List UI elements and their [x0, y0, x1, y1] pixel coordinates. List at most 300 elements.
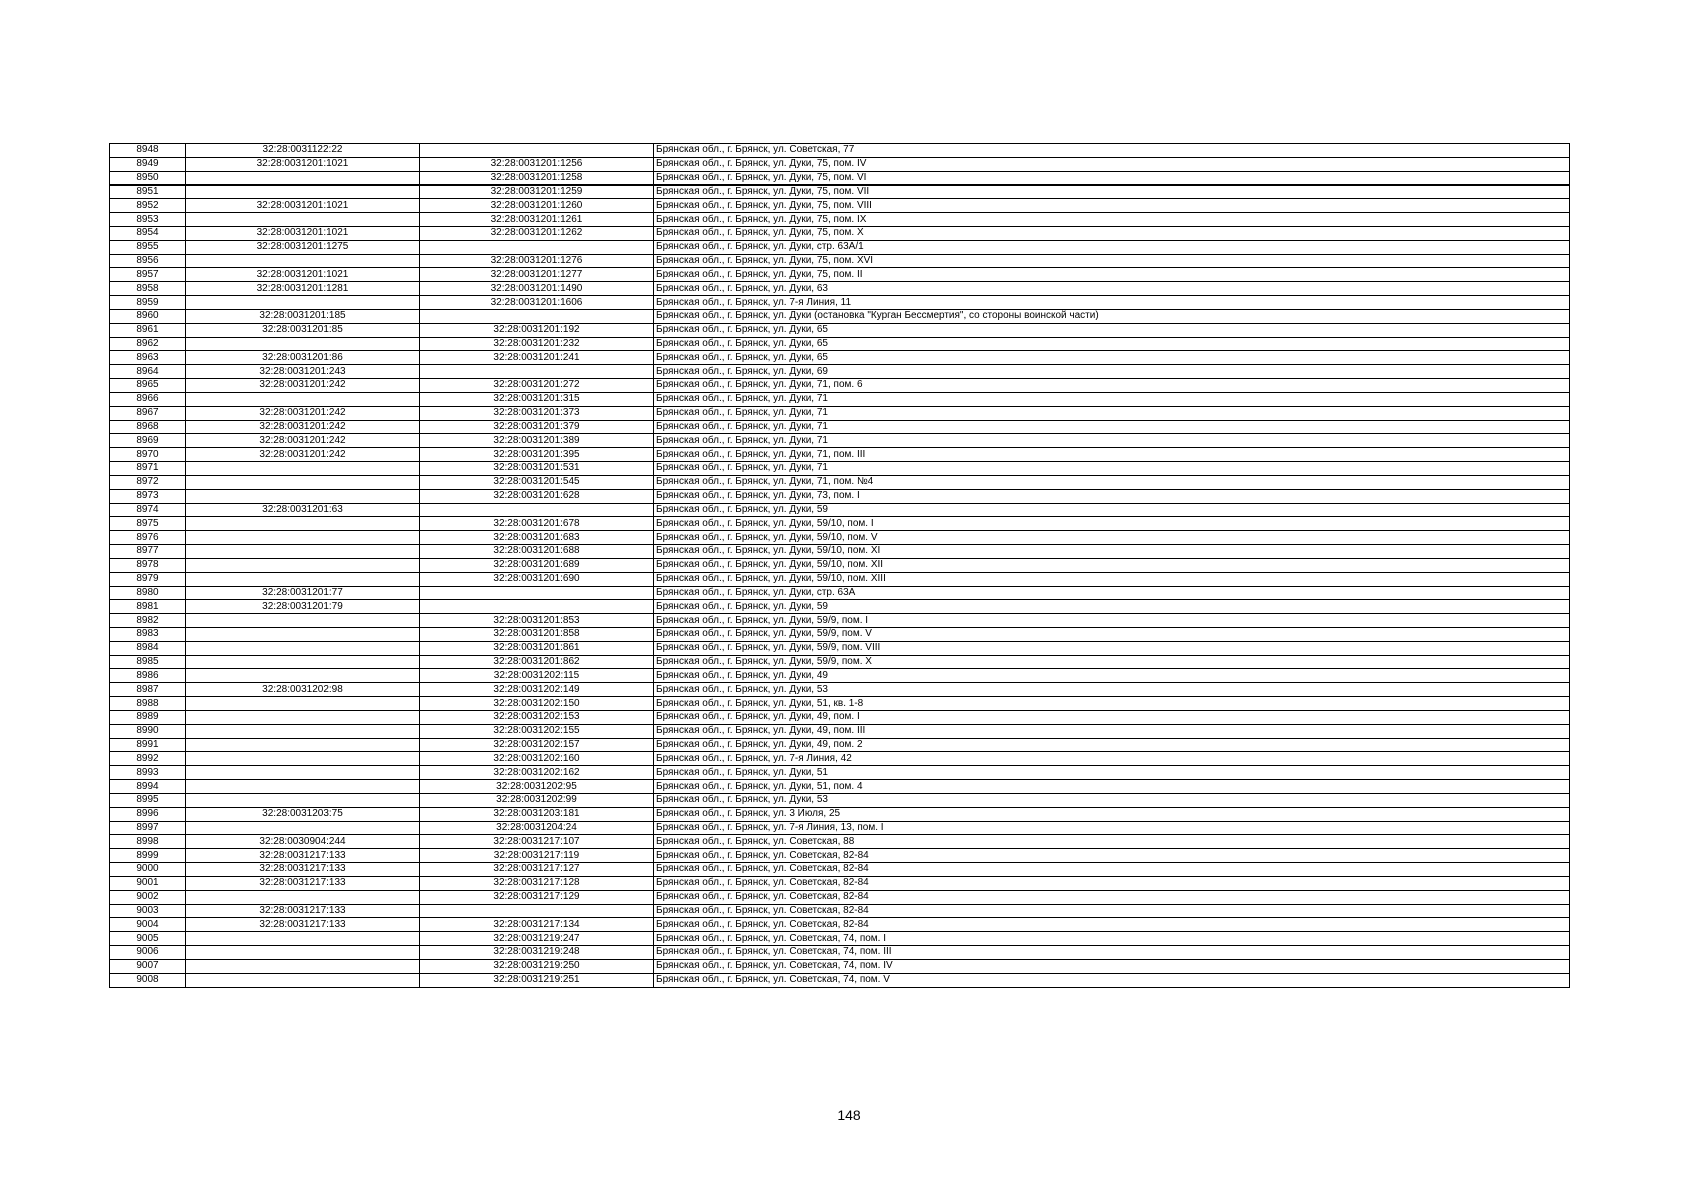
address-cell: Брянская обл., г. Брянск, ул. Дуки, 59/10, пом. XII	[654, 558, 1570, 572]
address-cell: Брянская обл., г. Брянск, ул. Дуки, 75, пом. X	[654, 226, 1570, 240]
parent-cadastral-cell	[186, 973, 420, 987]
cadastral-number-cell: 32:28:0031202:155	[420, 724, 654, 738]
row-number-cell: 8962	[110, 337, 186, 351]
address-cell: Брянская обл., г. Брянск, ул. Дуки, 75, пом. VIII	[654, 199, 1570, 213]
address-cell: Брянская обл., г. Брянск, ул. Дуки, 65	[654, 323, 1570, 337]
address-cell: Брянская обл., г. Брянск, ул. Дуки, 49	[654, 669, 1570, 683]
address-cell: Брянская обл., г. Брянск, ул. Дуки, стр. 63А	[654, 586, 1570, 600]
row-number-cell: 8985	[110, 655, 186, 669]
row-number-cell: 8971	[110, 462, 186, 476]
table-row	[110, 199, 1570, 213]
row-number-cell: 8959	[110, 296, 186, 310]
address-cell: Брянская обл., г. Брянск, ул. 7-я Линия, 42	[654, 752, 1570, 766]
address-cell: Брянская обл., г. Брянск, ул. Дуки, 51, пом. 4	[654, 780, 1570, 794]
address-cell: Брянская обл., г. Брянск, ул. Дуки, 59	[654, 503, 1570, 517]
parent-cadastral-cell	[186, 558, 420, 572]
address-cell: Брянская обл., г. Брянск, ул. Советская, 82-84	[654, 904, 1570, 918]
row-number-cell: 8970	[110, 448, 186, 462]
row-number-cell: 8955	[110, 240, 186, 254]
address-cell: Брянская обл., г. Брянск, ул. Советская, 82-84	[654, 863, 1570, 877]
table-row	[110, 558, 1570, 572]
cadastral-number-cell: 32:28:0031201:373	[420, 406, 654, 420]
table-row	[110, 766, 1570, 780]
table-row	[110, 821, 1570, 835]
address-cell: Брянская обл., г. Брянск, ул. Советская, 88	[654, 835, 1570, 849]
row-number-cell: 9000	[110, 863, 186, 877]
cadastral-number-cell: 32:28:0031217:127	[420, 863, 654, 877]
parent-cadastral-cell	[186, 641, 420, 655]
cadastral-number-cell: 32:28:0031219:250	[420, 959, 654, 973]
row-number-cell: 8988	[110, 697, 186, 711]
parent-cadastral-cell: 32:28:0031201:1275	[186, 240, 420, 254]
address-cell: Брянская обл., г. Брянск, ул. Дуки, 59	[654, 600, 1570, 614]
cadastral-number-cell: 32:28:0031201:192	[420, 323, 654, 337]
address-cell: Брянская обл., г. Брянск, ул. Дуки, 51, кв. 1-8	[654, 697, 1570, 711]
cadastral-number-cell: 32:28:0031201:1277	[420, 268, 654, 282]
table-row	[110, 572, 1570, 586]
parent-cadastral-cell: 32:28:0031217:133	[186, 876, 420, 890]
table-row	[110, 683, 1570, 697]
table-row	[110, 918, 1570, 932]
parent-cadastral-cell	[186, 572, 420, 586]
table-row	[110, 586, 1570, 600]
row-number-cell: 8969	[110, 434, 186, 448]
row-number-cell: 9008	[110, 973, 186, 987]
row-number-cell: 8980	[110, 586, 186, 600]
cadastral-number-cell: 32:28:0031217:119	[420, 849, 654, 863]
table-row	[110, 171, 1570, 185]
row-number-cell: 8949	[110, 157, 186, 171]
parent-cadastral-cell	[186, 545, 420, 559]
cadastral-number-cell: 32:28:0031201:531	[420, 462, 654, 476]
parent-cadastral-cell: 32:28:0031201:1021	[186, 226, 420, 240]
row-number-cell: 8960	[110, 309, 186, 323]
address-cell: Брянская обл., г. Брянск, ул. Советская, 82-84	[654, 918, 1570, 932]
address-cell: Брянская обл., г. Брянск, ул. Дуки, 75, пом. IV	[654, 157, 1570, 171]
row-number-cell: 8995	[110, 793, 186, 807]
address-cell: Брянская обл., г. Брянск, ул. Дуки, 51	[654, 766, 1570, 780]
cadastral-number-cell: 32:28:0031201:853	[420, 614, 654, 628]
table-row	[110, 434, 1570, 448]
cadastral-number-cell: 32:28:0031217:128	[420, 876, 654, 890]
cadastral-number-cell: 32:28:0031201:379	[420, 420, 654, 434]
parent-cadastral-cell: 32:28:0031201:1021	[186, 268, 420, 282]
row-number-cell: 8967	[110, 406, 186, 420]
row-number-cell: 8981	[110, 600, 186, 614]
cadastral-number-cell	[420, 904, 654, 918]
parent-cadastral-cell: 32:28:0031201:242	[186, 420, 420, 434]
address-cell: Брянская обл., г. Брянск, ул. 7-я Линия, 11	[654, 296, 1570, 310]
cadastral-number-cell: 32:28:0031217:107	[420, 835, 654, 849]
cadastral-number-cell	[420, 586, 654, 600]
parent-cadastral-cell	[186, 655, 420, 669]
parent-cadastral-cell: 32:28:0031217:133	[186, 863, 420, 877]
table-row	[110, 641, 1570, 655]
cadastral-number-cell	[420, 600, 654, 614]
cadastral-number-cell: 32:28:0031201:858	[420, 627, 654, 641]
cadastral-number-cell	[420, 309, 654, 323]
parent-cadastral-cell: 32:28:0031201:86	[186, 351, 420, 365]
address-cell: Брянская обл., г. Брянск, ул. Дуки, 75, пом. VI	[654, 171, 1570, 185]
cadastral-number-cell: 32:28:0031201:861	[420, 641, 654, 655]
parent-cadastral-cell	[186, 697, 420, 711]
row-number-cell: 8986	[110, 669, 186, 683]
parent-cadastral-cell: 32:28:0031202:98	[186, 683, 420, 697]
row-number-cell: 8987	[110, 683, 186, 697]
parent-cadastral-cell: 32:28:0030904:244	[186, 835, 420, 849]
row-number-cell: 8961	[110, 323, 186, 337]
row-number-cell: 8979	[110, 572, 186, 586]
page-number: 148	[837, 1107, 861, 1123]
parent-cadastral-cell	[186, 392, 420, 406]
cadastral-number-cell: 32:28:0031201:862	[420, 655, 654, 669]
address-cell: Брянская обл., г. Брянск, ул. 3 Июля, 25	[654, 807, 1570, 821]
cadastral-number-cell: 32:28:0031219:248	[420, 946, 654, 960]
parent-cadastral-cell	[186, 738, 420, 752]
cadastral-number-cell: 32:28:0031201:1490	[420, 282, 654, 296]
parent-cadastral-cell	[186, 489, 420, 503]
table-row	[110, 282, 1570, 296]
address-cell: Брянская обл., г. Брянск, ул. Дуки, 59/9, пом. V	[654, 627, 1570, 641]
table-row	[110, 876, 1570, 890]
address-cell: Брянская обл., г. Брянск, ул. Советская, 74, пом. V	[654, 973, 1570, 987]
table-row	[110, 309, 1570, 323]
address-cell: Брянская обл., г. Брянск, ул. Дуки, 71, пом. III	[654, 448, 1570, 462]
table-row	[110, 185, 1570, 199]
address-cell: Брянская обл., г. Брянск, ул. Дуки, 71, пом. 6	[654, 379, 1570, 393]
parent-cadastral-cell: 32:28:0031201:242	[186, 379, 420, 393]
table-row	[110, 545, 1570, 559]
address-cell: Брянская обл., г. Брянск, ул. Дуки, 75, пом. IX	[654, 213, 1570, 227]
row-number-cell: 9007	[110, 959, 186, 973]
table-row	[110, 780, 1570, 794]
parent-cadastral-cell	[186, 627, 420, 641]
row-number-cell: 8972	[110, 475, 186, 489]
parent-cadastral-cell	[186, 185, 420, 199]
cadastral-number-cell: 32:28:0031217:129	[420, 890, 654, 904]
cadastral-number-cell: 32:28:0031201:1276	[420, 254, 654, 268]
address-cell: Брянская обл., г. Брянск, ул. Дуки, 65	[654, 351, 1570, 365]
parent-cadastral-cell	[186, 296, 420, 310]
parent-cadastral-cell: 32:28:0031122:22	[186, 144, 420, 158]
address-cell: Брянская обл., г. Брянск, ул. Дуки, 71	[654, 392, 1570, 406]
address-cell: Брянская обл., г. Брянск, ул. Дуки, 49, пом. 2	[654, 738, 1570, 752]
table-row	[110, 503, 1570, 517]
address-cell: Брянская обл., г. Брянск, ул. Дуки, 69	[654, 365, 1570, 379]
row-number-cell: 8984	[110, 641, 186, 655]
row-number-cell: 8956	[110, 254, 186, 268]
table-row	[110, 254, 1570, 268]
cadastral-number-cell: 32:28:0031202:115	[420, 669, 654, 683]
row-number-cell: 8993	[110, 766, 186, 780]
cadastral-number-cell: 32:28:0031201:1259	[420, 185, 654, 199]
parent-cadastral-cell	[186, 517, 420, 531]
cadastral-number-cell: 32:28:0031201:241	[420, 351, 654, 365]
cadastral-number-cell	[420, 240, 654, 254]
cadastral-number-cell: 32:28:0031201:315	[420, 392, 654, 406]
table-row	[110, 517, 1570, 531]
parent-cadastral-cell	[186, 213, 420, 227]
table-row	[110, 697, 1570, 711]
cadastral-number-cell: 32:28:0031201:1256	[420, 157, 654, 171]
parent-cadastral-cell	[186, 475, 420, 489]
cadastral-number-cell: 32:28:0031201:389	[420, 434, 654, 448]
address-cell: Брянская обл., г. Брянск, ул. Дуки, 71	[654, 420, 1570, 434]
table-row	[110, 213, 1570, 227]
address-cell: Брянская обл., г. Брянск, ул. Советская, 77	[654, 144, 1570, 158]
parent-cadastral-cell: 32:28:0031201:85	[186, 323, 420, 337]
row-number-cell: 8991	[110, 738, 186, 752]
cadastral-number-cell: 32:28:0031219:251	[420, 973, 654, 987]
cadastral-number-cell: 32:28:0031217:134	[420, 918, 654, 932]
row-number-cell: 8992	[110, 752, 186, 766]
parent-cadastral-cell: 32:28:0031201:77	[186, 586, 420, 600]
address-cell: Брянская обл., г. Брянск, ул. Дуки, 71	[654, 462, 1570, 476]
cadastral-number-cell: 32:28:0031202:150	[420, 697, 654, 711]
row-number-cell: 8997	[110, 821, 186, 835]
address-cell: Брянская обл., г. Брянск, ул. Дуки, 75, пом. XVI	[654, 254, 1570, 268]
cadastral-number-cell: 32:28:0031201:395	[420, 448, 654, 462]
row-number-cell: 8950	[110, 171, 186, 185]
table-row	[110, 144, 1570, 158]
address-cell: Брянская обл., г. Брянск, ул. Дуки, 59/9, пом. VIII	[654, 641, 1570, 655]
parent-cadastral-cell	[186, 531, 420, 545]
parent-cadastral-cell: 32:28:0031217:133	[186, 904, 420, 918]
cadastral-number-cell: 32:28:0031204:24	[420, 821, 654, 835]
table-row	[110, 904, 1570, 918]
cadastral-number-cell: 32:28:0031201:545	[420, 475, 654, 489]
cadastral-number-cell: 32:28:0031201:689	[420, 558, 654, 572]
table-row	[110, 849, 1570, 863]
row-number-cell: 8996	[110, 807, 186, 821]
parent-cadastral-cell	[186, 337, 420, 351]
address-cell: Брянская обл., г. Брянск, ул. Дуки, 63	[654, 282, 1570, 296]
parent-cadastral-cell	[186, 766, 420, 780]
parent-cadastral-cell: 32:28:0031201:1021	[186, 157, 420, 171]
cadastral-number-cell: 32:28:0031201:1261	[420, 213, 654, 227]
table-row	[110, 365, 1570, 379]
parent-cadastral-cell: 32:28:0031203:75	[186, 807, 420, 821]
row-number-cell: 8998	[110, 835, 186, 849]
table-row	[110, 890, 1570, 904]
address-cell: Брянская обл., г. Брянск, ул. Советская, 82-84	[654, 890, 1570, 904]
row-number-cell: 8989	[110, 710, 186, 724]
address-cell: Брянская обл., г. Брянск, ул. Дуки, 49, пом. I	[654, 710, 1570, 724]
cadastral-number-cell: 32:28:0031201:690	[420, 572, 654, 586]
parent-cadastral-cell: 32:28:0031201:185	[186, 309, 420, 323]
cadastral-number-cell: 32:28:0031201:628	[420, 489, 654, 503]
table-row	[110, 296, 1570, 310]
cadastral-number-cell: 32:28:0031202:99	[420, 793, 654, 807]
row-number-cell: 8963	[110, 351, 186, 365]
cadastral-number-cell: 32:28:0031201:688	[420, 545, 654, 559]
cadastral-number-cell: 32:28:0031202:160	[420, 752, 654, 766]
parent-cadastral-cell	[186, 946, 420, 960]
cadastral-number-cell: 32:28:0031202:149	[420, 683, 654, 697]
table-row	[110, 448, 1570, 462]
table-row	[110, 323, 1570, 337]
parent-cadastral-cell	[186, 462, 420, 476]
table-row	[110, 489, 1570, 503]
cadastral-number-cell: 32:28:0031201:1258	[420, 171, 654, 185]
parent-cadastral-cell: 32:28:0031201:1021	[186, 199, 420, 213]
row-number-cell: 8958	[110, 282, 186, 296]
row-number-cell: 8964	[110, 365, 186, 379]
table-row	[110, 240, 1570, 254]
address-cell: Брянская обл., г. Брянск, ул. Советская, 74, пом. III	[654, 946, 1570, 960]
cadastral-number-cell	[420, 503, 654, 517]
row-number-cell: 8978	[110, 558, 186, 572]
address-cell: Брянская обл., г. Брянск, ул. Советская, 74, пом. IV	[654, 959, 1570, 973]
address-cell: Брянская обл., г. Брянск, ул. Советская, 82-84	[654, 849, 1570, 863]
table-row	[110, 932, 1570, 946]
parent-cadastral-cell	[186, 614, 420, 628]
address-cell: Брянская обл., г. Брянск, ул. Дуки, 73, пом. I	[654, 489, 1570, 503]
address-cell: Брянская обл., г. Брянск, ул. Дуки, 59/10, пом. XIII	[654, 572, 1570, 586]
address-cell: Брянская обл., г. Брянск, ул. Дуки (остановка "Курган Бессмертия", со стороны воинской части)	[654, 309, 1570, 323]
cadastral-number-cell: 32:28:0031219:247	[420, 932, 654, 946]
row-number-cell: 9005	[110, 932, 186, 946]
parent-cadastral-cell: 32:28:0031217:133	[186, 918, 420, 932]
cadastral-number-cell: 32:28:0031202:157	[420, 738, 654, 752]
parent-cadastral-cell	[186, 959, 420, 973]
parent-cadastral-cell: 32:28:0031201:1281	[186, 282, 420, 296]
cadastral-number-cell	[420, 365, 654, 379]
row-number-cell: 8990	[110, 724, 186, 738]
address-cell: Брянская обл., г. Брянск, ул. Дуки, 75, пом. II	[654, 268, 1570, 282]
table-row	[110, 959, 1570, 973]
parent-cadastral-cell	[186, 724, 420, 738]
address-cell: Брянская обл., г. Брянск, ул. Дуки, 59/10, пом. XI	[654, 545, 1570, 559]
cadastral-number-cell: 32:28:0031202:95	[420, 780, 654, 794]
parent-cadastral-cell	[186, 669, 420, 683]
table-row	[110, 863, 1570, 877]
address-cell: Брянская обл., г. Брянск, ул. 7-я Линия, 13, пом. I	[654, 821, 1570, 835]
parent-cadastral-cell	[186, 780, 420, 794]
parent-cadastral-cell: 32:28:0031217:133	[186, 849, 420, 863]
table-row	[110, 946, 1570, 960]
row-number-cell: 8976	[110, 531, 186, 545]
row-number-cell: 8968	[110, 420, 186, 434]
parent-cadastral-cell: 32:28:0031201:242	[186, 448, 420, 462]
table-row	[110, 835, 1570, 849]
row-number-cell: 8975	[110, 517, 186, 531]
table-row	[110, 973, 1570, 987]
table-row	[110, 157, 1570, 171]
cadastral-number-cell: 32:28:0031202:153	[420, 710, 654, 724]
table-row	[110, 226, 1570, 240]
row-number-cell: 9002	[110, 890, 186, 904]
table-row	[110, 655, 1570, 669]
address-cell: Брянская обл., г. Брянск, ул. Дуки, 71	[654, 406, 1570, 420]
cadastral-number-cell: 32:28:0031201:232	[420, 337, 654, 351]
row-number-cell: 9004	[110, 918, 186, 932]
address-cell: Брянская обл., г. Брянск, ул. Советская, 74, пом. I	[654, 932, 1570, 946]
table-row	[110, 531, 1570, 545]
cadastral-number-cell: 32:28:0031201:272	[420, 379, 654, 393]
address-cell: Брянская обл., г. Брянск, ул. Дуки, 53	[654, 683, 1570, 697]
cadastral-number-cell: 32:28:0031201:1262	[420, 226, 654, 240]
address-cell: Брянская обл., г. Брянск, ул. Дуки, 59/10, пом. I	[654, 517, 1570, 531]
address-cell: Брянская обл., г. Брянск, ул. Дуки, 65	[654, 337, 1570, 351]
row-number-cell: 8953	[110, 213, 186, 227]
table-row	[110, 462, 1570, 476]
row-number-cell: 8952	[110, 199, 186, 213]
parent-cadastral-cell: 32:28:0031201:242	[186, 406, 420, 420]
table-row	[110, 738, 1570, 752]
row-number-cell: 8951	[110, 185, 186, 199]
cadastral-number-cell: 32:28:0031201:678	[420, 517, 654, 531]
parent-cadastral-cell	[186, 254, 420, 268]
cadastral-number-cell: 32:28:0031203:181	[420, 807, 654, 821]
cadastral-number-cell: 32:28:0031201:1606	[420, 296, 654, 310]
registry-table	[109, 143, 1570, 988]
row-number-cell: 8965	[110, 379, 186, 393]
address-cell: Брянская обл., г. Брянск, ул. Дуки, стр. 63А/1	[654, 240, 1570, 254]
table-row	[110, 406, 1570, 420]
address-cell: Брянская обл., г. Брянск, ул. Дуки, 59/9, пом. I	[654, 614, 1570, 628]
row-number-cell: 8999	[110, 849, 186, 863]
cadastral-number-cell: 32:28:0031201:1260	[420, 199, 654, 213]
table-row	[110, 807, 1570, 821]
table-row	[110, 379, 1570, 393]
table-row	[110, 337, 1570, 351]
table-row	[110, 600, 1570, 614]
parent-cadastral-cell	[186, 821, 420, 835]
cadastral-number-cell: 32:28:0031201:683	[420, 531, 654, 545]
table-row	[110, 392, 1570, 406]
row-number-cell: 8966	[110, 392, 186, 406]
row-number-cell: 8977	[110, 545, 186, 559]
address-cell: Брянская обл., г. Брянск, ул. Дуки, 71	[654, 434, 1570, 448]
table-row	[110, 268, 1570, 282]
parent-cadastral-cell	[186, 710, 420, 724]
table-row	[110, 793, 1570, 807]
row-number-cell: 9001	[110, 876, 186, 890]
address-cell: Брянская обл., г. Брянск, ул. Дуки, 53	[654, 793, 1570, 807]
parent-cadastral-cell: 32:28:0031201:243	[186, 365, 420, 379]
row-number-cell: 9003	[110, 904, 186, 918]
address-cell: Брянская обл., г. Брянск, ул. Дуки, 71, пом. №4	[654, 475, 1570, 489]
address-cell: Брянская обл., г. Брянск, ул. Дуки, 75, пом. VII	[654, 185, 1570, 199]
table-row	[110, 614, 1570, 628]
table-row	[110, 752, 1570, 766]
row-number-cell: 8983	[110, 627, 186, 641]
table-row	[110, 420, 1570, 434]
parent-cadastral-cell	[186, 752, 420, 766]
row-number-cell: 8982	[110, 614, 186, 628]
address-cell: Брянская обл., г. Брянск, ул. Дуки, 59/9, пом. X	[654, 655, 1570, 669]
table-row	[110, 669, 1570, 683]
parent-cadastral-cell	[186, 793, 420, 807]
address-cell: Брянская обл., г. Брянск, ул. Дуки, 49, пом. III	[654, 724, 1570, 738]
parent-cadastral-cell: 32:28:0031201:63	[186, 503, 420, 517]
row-number-cell: 8994	[110, 780, 186, 794]
cadastral-number-cell	[420, 144, 654, 158]
address-cell: Брянская обл., г. Брянск, ул. Дуки, 59/10, пом. V	[654, 531, 1570, 545]
parent-cadastral-cell: 32:28:0031201:79	[186, 600, 420, 614]
table-row	[110, 724, 1570, 738]
row-number-cell: 8954	[110, 226, 186, 240]
row-number-cell: 8973	[110, 489, 186, 503]
row-number-cell: 8974	[110, 503, 186, 517]
table-row	[110, 475, 1570, 489]
row-number-cell: 8957	[110, 268, 186, 282]
row-number-cell: 8948	[110, 144, 186, 158]
parent-cadastral-cell	[186, 890, 420, 904]
table-row	[110, 627, 1570, 641]
cadastral-number-cell: 32:28:0031202:162	[420, 766, 654, 780]
